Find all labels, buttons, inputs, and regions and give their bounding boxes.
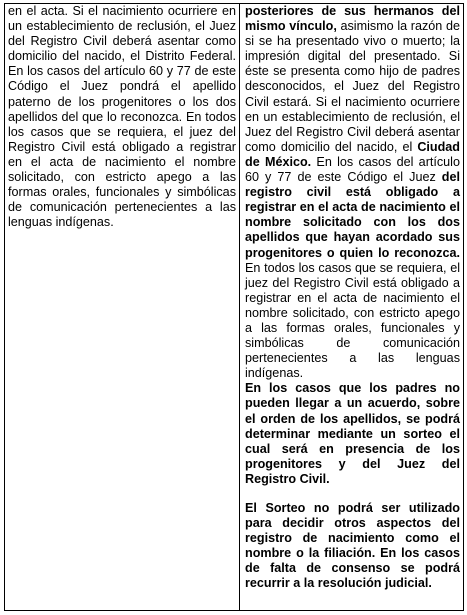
right-column (245, 4, 460, 592)
column-divider (239, 4, 240, 610)
bold-phrase: posteriores de sus hermanos del mismo vínculo, (245, 4, 460, 34)
bold-phrase: El Sorteo no podrá ser utilizado para decidir otros aspectos del registro de nacimiento como el nombre o la filiación. En los casos de falta de consenso se podrá recurrir a la resolución judicial. (245, 501, 460, 591)
bold-phrase: En los casos que los padres no pueden llegar a un acuerdo, sobre el orden de los apellidos, se podrá determinar mediante un sorteo el cual será en presencia de los progenitores y del Juez del Registro Civil. (245, 381, 460, 486)
bold-phrase: Ciudad de México. (245, 139, 460, 169)
text-run: En todos los casos que se requiera, el juez del Registro Civil está obligado a registrar en el acta de nacimiento el nombre solicitado, con estricto apego a las formas orales, funcionales y simbólicas de comunicación pertenecientes a las lenguas indígenas. (245, 260, 460, 381)
left-column (8, 4, 236, 230)
right-paragraph-2 (245, 381, 460, 487)
bold-phrase: del registro civil está obligado a registrar en el acta de nacimiento el nombre solicitado con los dos apellidos que hayan acordado sus progenitores o quien lo reconozca. (245, 170, 460, 260)
left-paragraph: en el acta. Si el nacimiento ocurriere en un establecimiento de reclusión, el Juez del Registro Civil deberá asentar como domicilio del nacido, el Distrito Federal. En los casos del artículo 60 y 77 de este Código el Juez pondrá el apellido paterno de los progenitores o los dos apellidos del que lo reconozca. En todos los casos que se requiera, el juez del Registro Civil está obligado a registrar en el acta de nacimiento el nombre solicitado, con estricto apego a las formas orales, funcionales y simbólicas de comunicación pertenecientes a las lenguas indígenas. (8, 4, 236, 230)
right-paragraph-1 (245, 4, 460, 381)
comparison-table (4, 3, 464, 611)
text-run: asimismo la razón de si se ha presentado vivo o muerto; la impresión digital del presentado. Si éste se presenta como hijo de padres desconocidos, el Juez del Registro Civil estará. Si el nacimiento ocurriere en un establecimiento de reclusión, el Juez del Registro Civil deberá asentar como domicilio del nacido, el (245, 19, 460, 154)
right-paragraph-3 (245, 501, 460, 592)
text-run: En los casos del artículo 60 y 77 de este Código el Juez (245, 154, 460, 185)
